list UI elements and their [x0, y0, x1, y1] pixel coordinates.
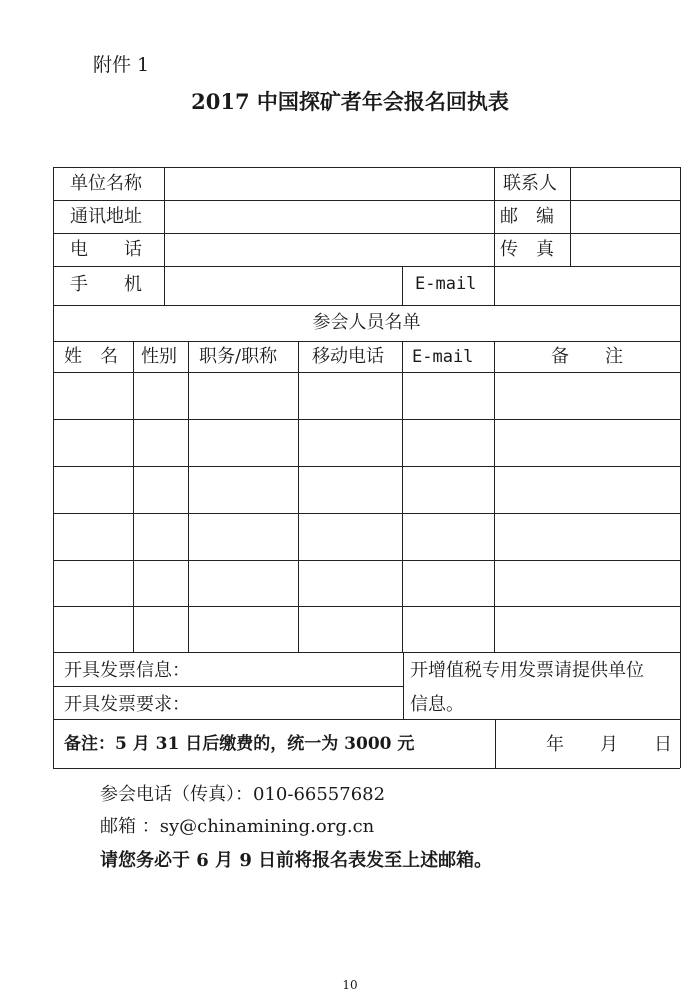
- mobile-label: 手 机: [70, 274, 142, 295]
- remark-text: 备注：5 月 31 日后缴费的，统一为 3000 元: [64, 734, 415, 754]
- header-mobile: 移动电话: [312, 346, 384, 367]
- email-label: E-mail: [415, 274, 477, 294]
- header-name: 姓 名: [64, 346, 118, 367]
- signature-date: 年 月 日: [546, 734, 672, 755]
- page-number: 10: [342, 978, 358, 992]
- table-line: [53, 768, 680, 769]
- table-line: [53, 341, 680, 342]
- table-line: [53, 686, 403, 687]
- table-line: [133, 341, 134, 652]
- table-line: [680, 167, 681, 768]
- deadline-notice: 请您务必于 6 月 9 日前将报名表发至上述邮箱。: [100, 850, 493, 871]
- invoice-requirement-label: 开具发票要求：: [64, 694, 190, 715]
- table-line: [402, 266, 403, 305]
- attendee-section-title: 参会人员名单: [312, 312, 421, 333]
- table-line: [164, 167, 165, 305]
- vat-note-line1: 开增值税专用发票请提供单位: [410, 660, 644, 681]
- fax-label: 传 真: [500, 239, 554, 260]
- table-line: [298, 341, 299, 652]
- attachment-label: 附件 1: [93, 54, 150, 76]
- table-line: [188, 341, 189, 652]
- table-line: [53, 652, 680, 653]
- table-line: [53, 719, 680, 720]
- contact-phone-line: 参会电话（传真）：010-66557682: [100, 784, 386, 805]
- table-line: [53, 200, 680, 201]
- postcode-label: 邮 编: [500, 206, 554, 227]
- phone-label: 电 话: [70, 239, 142, 260]
- header-remarks: 备 注: [551, 346, 623, 367]
- header-email: E-mail: [412, 347, 474, 367]
- invoice-info-label: 开具发票信息：: [64, 660, 190, 681]
- contact-email-line: 邮箱 ：sy@chinamining.org.cn: [100, 816, 375, 837]
- vat-note-line2: 信息。: [410, 694, 464, 715]
- table-line: [53, 233, 680, 234]
- table-line: [53, 513, 680, 514]
- table-line: [53, 419, 680, 420]
- table-line: [495, 719, 496, 768]
- address-label: 通讯地址: [70, 206, 142, 227]
- table-line: [53, 167, 680, 168]
- table-line: [403, 652, 404, 719]
- table-line: [402, 341, 403, 652]
- table-line: [53, 560, 680, 561]
- header-gender: 性别: [141, 346, 177, 367]
- unit-name-label: 单位名称: [70, 173, 142, 194]
- table-line: [570, 167, 571, 266]
- table-line: [53, 305, 680, 306]
- header-title: 职务/职称: [199, 346, 278, 367]
- table-line: [494, 266, 495, 305]
- contact-person-label: 联系人: [503, 173, 557, 194]
- table-line: [53, 466, 680, 467]
- table-line: [494, 341, 495, 652]
- table-line: [53, 372, 680, 373]
- table-line: [53, 606, 680, 607]
- table-line: [53, 266, 680, 267]
- table-line: [494, 167, 495, 266]
- table-line: [53, 167, 54, 768]
- form-title: 2017 中国探矿者年会报名回执表: [191, 89, 509, 114]
